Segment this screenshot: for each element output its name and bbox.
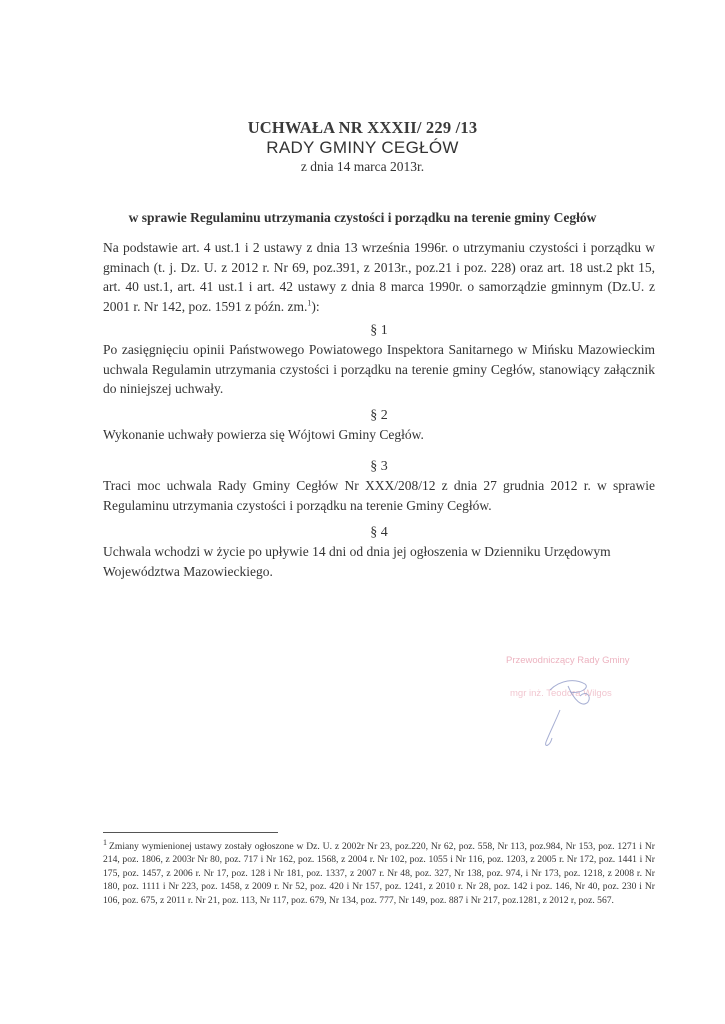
footnote-divider (103, 832, 278, 833)
document-header (0, 118, 725, 175)
section-text: Traci moc uchwala Rady Gminy Cegłów Nr XXX/208/12 z dnia 27 grudnia 2012 r. w sprawie Regulaminu utrzymania czystości i porządku na terenie Gminy Cegłów. (103, 478, 655, 513)
section-text: Uchwala wchodzi w życie po upływie 14 dni od dnia jej ogłoszenia w Dzienniku Urzędowym Województwa Mazowieckiego. (103, 544, 611, 579)
section-text: Po zasięgnięciu opinii Państwowego Powiatowego Inspektora Sanitarnego w Mińsku Mazowieckim uchwala Regulamin utrzymania czystości i porządku na terenie gminy Cegłów, stanowiący załącznik do niniejszej uchwały. (103, 342, 655, 396)
footnote-mark: 1 (103, 837, 107, 847)
signature-icon (490, 650, 660, 760)
council-name: RADY GMINY CEGŁÓW (266, 138, 459, 157)
resolution-title: UCHWAŁA NR XXXII/ 229 /13 (247, 118, 478, 137)
section-mark: § 3 (370, 459, 388, 474)
footnote-text: Zmiany wymienionej ustawy zostały ogłoszone w Dz. U. z 2002r Nr 23, poz.220, Nr 62, poz. 558, Nr 113, poz.984, Nr 153, poz. 1271 i Nr 214, poz. 1806, z 2003r Nr 80, poz. 717 i Nr 162, poz. 1568, z 2004 r. Nr 102, poz. 1055 i Nr 116, poz. 1203, z 2005 r. Nr 172, poz. 1441 i Nr 175, poz. 1457, z 2006 r. Nr 17, poz. 128 i Nr 181, poz. 1337, z 2007 r. Nr 48, poz. 327, Nr 138, poz. 974, i Nr 173, poz. 1218, z 2008 r. Nr 180, poz. 1111 i Nr 223, poz. 1458, z 2009 r. Nr 52, poz. 420 i Nr 157, poz. 1241, z 2010 r. Nr 28, poz. 142 i poz. 146, Nr 40, poz. 230 i Nr 106, poz. 675, z 2011 r. Nr 21, poz. 113, Nr 117, poz. 679, Nr 134, poz. 777, Nr 149, poz. 887 i Nr 217, poz.1281, z 2012 r, poz. 567. (103, 841, 655, 906)
stamp-line-2: mgr inż. Teodora Wilgos (510, 688, 612, 699)
section-mark: § 1 (370, 323, 388, 338)
footnote (103, 837, 655, 907)
section-1 (103, 322, 655, 399)
preamble-text: Na podstawie art. 4 ust.1 i 2 ustawy z dnia 13 września 1996r. o utrzymaniu czystości i porządku w gminach (t. j. Dz. U. z 2012 r. Nr 69, poz.391, z 2013r., poz.21 i poz. 228) oraz art. 18 ust.2 pkt 15, art. 40 ust.1, art. 41 ust.1 i art. 42 ustawy z dnia 8 marca 1990r. o samorządzie gminnym (Dz.U. z 2001 r. Nr 142, poz. 1591 z późn. zm. (103, 240, 655, 314)
stamp-line-1: Przewodniczący Rady Gminy (506, 655, 630, 666)
section-3 (103, 458, 655, 515)
chairman-stamp (490, 650, 660, 760)
section-mark: § 2 (370, 408, 388, 423)
footnote-ref: 1 (307, 298, 312, 307)
section-mark: § 4 (370, 525, 388, 540)
preamble (103, 238, 655, 316)
resolution-date: z dnia 14 marca 2013r. (300, 159, 425, 174)
section-2 (103, 407, 655, 445)
section-4 (103, 524, 655, 581)
preamble-tail: ): (311, 298, 320, 314)
section-text: Wykonanie uchwały powierza się Wójtowi Gminy Cegłów. (103, 427, 424, 442)
resolution-subject: w sprawie Regulaminu utrzymania czystości i porządku na terenie gminy Cegłów (128, 210, 597, 225)
